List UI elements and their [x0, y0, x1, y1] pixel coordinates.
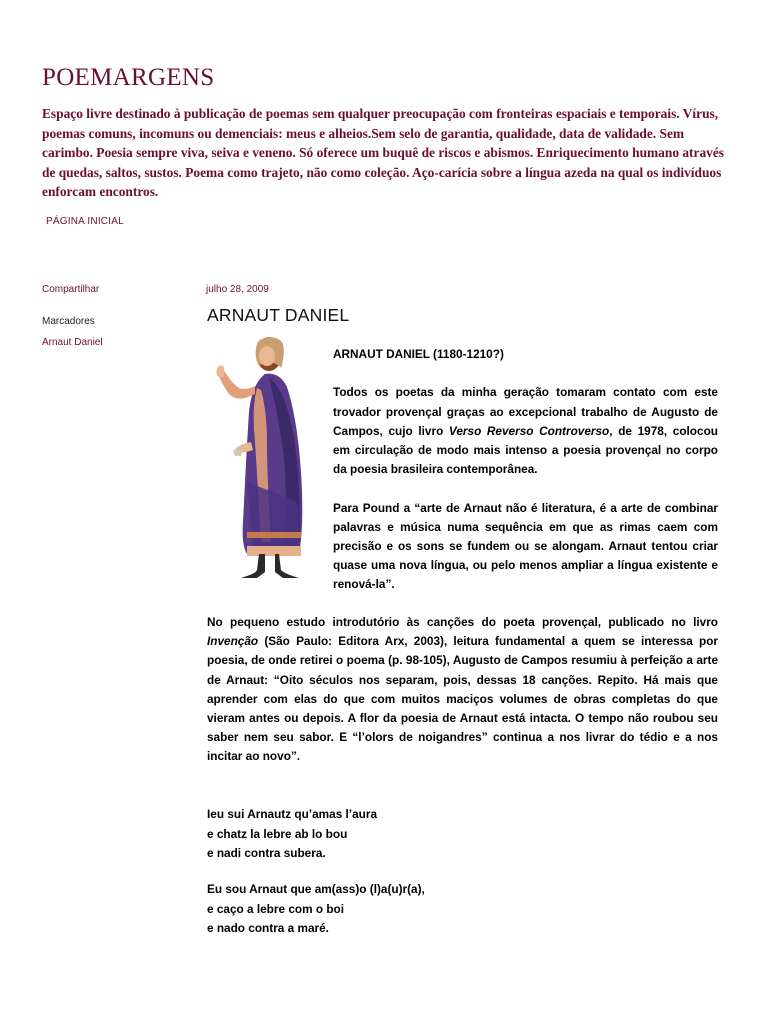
poem-translation — [207, 880, 507, 939]
poem-original — [207, 805, 507, 864]
paragraph-1-text-b: , de 1978, colocou em circulação de modo mais intenso a poesia provençal no corpo da poesia brasileira contemporânea. — [333, 423, 718, 477]
label-link-arnaut-daniel[interactable]: Arnaut Daniel — [42, 337, 103, 348]
post-main-text — [207, 613, 718, 767]
post-paragraph-2: Para Pound a “arte de Arnaut não é literatura, é a arte de combinar palavras e música numa sequência em que as rimas caem com precisão e os sons se fundem ou se alongam. Arnaut tentou criar quase uma nova língua, ou pelo menos ampliar a língua existente e renová-la”. — [333, 500, 718, 592]
poem-line: e chatz la lebre ab lo bou — [207, 826, 348, 841]
post-intro — [333, 345, 718, 614]
blog-description: Espaço livre destinado à publicação de poemas sem qualquer preocupação com fronteiras espaciais e temporais. Vírus, poemas comuns, incomuns ou demenciais: meus e alheios.Sem selo de garantia, qualidade, data de validade. Sem carimbo. Poesia sempre viva, seiva e veneno. Só oferece um buquê de riscos e abismos. Enriquecimento humano através de quedas, saltos, sustos. Poema como trajeto, não como coleção. Aço-carícia sobre a língua azeda na qual os indivíduos enforcam encontros. — [42, 106, 725, 200]
post-paragraph-3 — [207, 613, 718, 767]
poem-line: Eu sou Arnaut que am(ass)o (l)a(u)r(a), — [207, 882, 425, 896]
share-link[interactable]: Compartilhar — [42, 284, 100, 295]
blog-title[interactable]: POEMARGENS — [42, 64, 215, 91]
post-date: julho 28, 2009 — [206, 284, 269, 295]
book-title-invencao: Invenção — [207, 634, 259, 649]
paragraph-1-text-a: Todos os poetas da minha geração tomaram contato com este trovador provençal graças ao excepcional trabalho de Augusto de Campos, cujo livro — [333, 385, 718, 438]
paragraph-3-text-a: No pequeno estudo introdutório às canções do poeta provençal, publicado no livro — [207, 615, 718, 629]
poem-line: e nado contra a maré. — [207, 921, 329, 936]
book-title-verso-reverso: Verso Reverso Controverso — [448, 423, 610, 438]
troubadour-illustration[interactable] — [207, 332, 317, 582]
poem-line: e caço a lebre com o boi — [207, 901, 345, 916]
post-paragraph-1 — [333, 383, 718, 479]
poem-line: e nadi contra subera. — [207, 846, 326, 861]
post-title[interactable]: ARNAUT DANIEL — [207, 305, 350, 325]
poem-line: Ieu sui Arnautz qu’amas l’aura — [207, 807, 378, 821]
labels-heading: Marcadores — [42, 316, 95, 327]
post-subtitle: ARNAUT DANIEL (1180-1210?) — [333, 347, 504, 361]
paragraph-3-text-b: (São Paulo: Editora Arx, 2003), leitura fundamental a quem se interessa por poesia, de onde retirei o poema (p. 98-105), Augusto de Campos resumiu à perfeição a arte de Arnaut: “Oito séculos nos separam, pois, dessas 18 canções. Repito. Há mais que aprender com elas do que com muitos maciços volumes de obras completas do que vieram antes ou depois. A flor da poesia de Arnaut está intacta. O tempo não roubou seu saber nem seu sabor. E “l’olors de noigandres” continua a nos livrar do tédio e a nos incitar ao novo”. — [207, 634, 718, 764]
nav-home-link[interactable]: PÁGINA INICIAL — [46, 216, 124, 227]
